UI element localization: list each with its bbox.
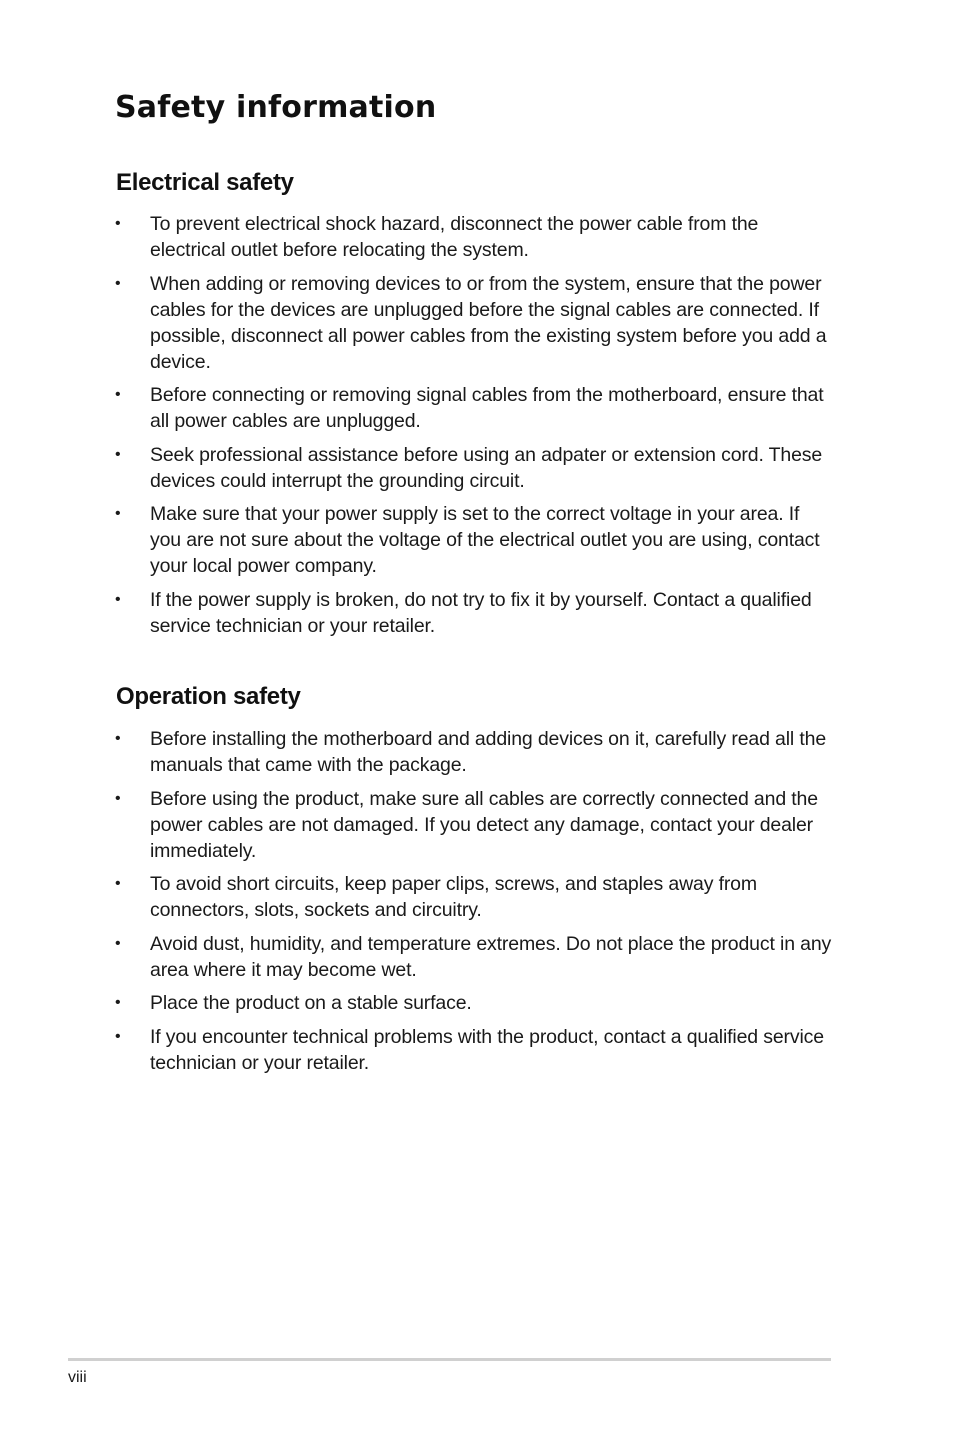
bullet-icon: • — [115, 274, 121, 292]
list-item — [115, 726, 835, 778]
list-item-text: Before using the product, make sure all cables are correctly connected and the power cables are not damaged. If you detect any damage, contact your dealer immediately. — [150, 787, 818, 862]
list-item — [115, 382, 835, 434]
bullet-icon: • — [115, 590, 121, 608]
list-item — [115, 871, 835, 923]
list-item-text: To avoid short circuits, keep paper clips, screws, and staples away from connectors, slots, sockets and circuitry. — [150, 873, 757, 922]
list-item-text: Before installing the motherboard and adding devices on it, carefully read all the manuals that came with the package. — [150, 728, 827, 776]
list-item — [115, 211, 835, 263]
list-item — [115, 442, 835, 494]
list-item-text: Avoid dust, humidity, and temperature extremes. Do not place the product in any area where it may become wet. — [150, 932, 832, 981]
list-item-text: To prevent electrical shock hazard, disconnect the power cable from the electrical outlet before relocating the system. — [150, 213, 759, 261]
list-item-text: Before connecting or removing signal cables from the motherboard, ensure that all power cables are unplugged. — [150, 384, 824, 433]
list-item-text: If the power supply is broken, do not try to fix it by yourself. Contact a qualified service technician or your retailer. — [150, 588, 812, 637]
list-item — [115, 271, 835, 375]
list-item — [115, 1024, 835, 1076]
bullet-icon: • — [115, 445, 121, 463]
bullet-icon: • — [115, 505, 121, 523]
list-item-text: When adding or removing devices to or from the system, ensure that the power cables for the devices are unplugged before the signal cables are connected. If possible, disconnect all power cables from the existing system before you add a device. — [150, 272, 827, 373]
operation-safety-heading: Operation safety — [116, 683, 301, 710]
bullet-icon: • — [115, 1027, 121, 1045]
list-item-text: Make sure that your power supply is set to the correct voltage in your area. If you are not sure about the voltage of the electrical outlet you are using, contact your local power company. — [150, 503, 820, 578]
page-title: Safety information — [115, 90, 437, 125]
electrical-safety-list — [115, 211, 835, 647]
footer-divider — [68, 1358, 831, 1361]
list-item — [115, 786, 835, 864]
bullet-icon: • — [115, 386, 121, 404]
list-item-text: Place the product on a stable surface. — [150, 992, 472, 1015]
list-item — [115, 587, 835, 639]
list-item — [115, 931, 835, 983]
list-item — [115, 501, 835, 579]
bullet-icon: • — [115, 789, 121, 807]
page-number: viii — [68, 1369, 87, 1386]
bullet-icon: • — [115, 994, 121, 1012]
electrical-safety-heading: Electrical safety — [116, 169, 294, 196]
bullet-icon: • — [115, 875, 121, 893]
list-item — [115, 990, 835, 1016]
bullet-icon: • — [115, 934, 121, 952]
bullet-icon: • — [115, 215, 121, 232]
operation-safety-list — [115, 726, 835, 1084]
list-item-text: If you encounter technical problems with the product, contact a qualified service technician or your retailer. — [150, 1025, 824, 1074]
bullet-icon: • — [115, 730, 121, 747]
list-item-text: Seek professional assistance before using an adpater or extension cord. These devices could interrupt the grounding circuit. — [150, 443, 823, 492]
